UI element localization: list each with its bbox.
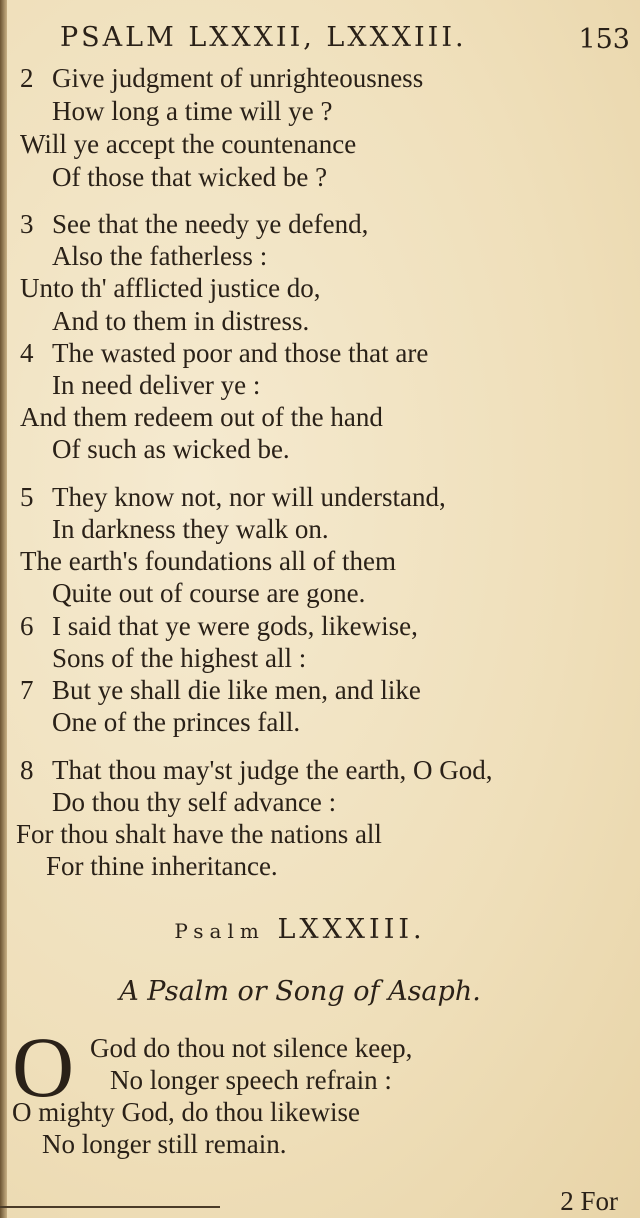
verse-line: Of such as wicked be. xyxy=(52,434,290,464)
verse-line: In darkness they walk on. xyxy=(52,514,329,544)
verse-line: How long a time will ye ? xyxy=(52,96,333,126)
catchword: 2 For xyxy=(560,1186,618,1216)
bottom-rule xyxy=(0,1206,220,1208)
running-title: PSALM LXXXII, LXXXIII. xyxy=(60,22,467,53)
verse-line: But ye shall die like men, and like xyxy=(52,675,421,705)
page-number: 153 xyxy=(578,24,630,55)
psalm-heading xyxy=(0,914,600,945)
verse-line: For thou shalt have the nations all xyxy=(16,819,382,849)
verse-line: I said that ye were gods, likewise, xyxy=(52,611,418,641)
verse-number: 5 xyxy=(20,482,34,512)
verse-line: See that the needy ye defend, xyxy=(52,209,369,239)
verse-line: No longer still remain. xyxy=(42,1129,287,1159)
verse-number: 4 xyxy=(20,338,34,368)
verse-line: And them redeem out of the hand xyxy=(20,402,383,432)
verse-number: 6 xyxy=(20,611,34,641)
verse-line: And to them in distress. xyxy=(52,306,310,336)
verse-line: Of those that wicked be ? xyxy=(52,162,328,192)
page-gutter xyxy=(0,0,7,1218)
psalm-subtitle: A Psalm or Song of Asaph. xyxy=(119,976,481,1007)
verse-line: O mighty God, do thou likewise xyxy=(12,1097,360,1127)
verse-line: Sons of the highest all : xyxy=(52,643,307,673)
drop-cap: O xyxy=(12,1019,75,1115)
verse-line: Will ye accept the countenance xyxy=(20,129,357,159)
verse-number: 8 xyxy=(20,755,34,785)
page-header xyxy=(60,22,630,58)
verse-line: God do thou not silence keep, xyxy=(90,1033,413,1063)
verse-number: 3 xyxy=(20,209,34,239)
verse-number: 7 xyxy=(20,675,34,705)
verse-line: That thou may'st judge the earth, O God, xyxy=(52,755,493,785)
verse-line: No longer speech refrain : xyxy=(110,1065,392,1095)
verse-line: The wasted poor and those that are xyxy=(52,338,429,368)
verse-line: Give judgment of unrighteousness xyxy=(52,63,424,93)
psalm-heading-number: LXXXIII. xyxy=(277,914,426,945)
psalm-heading-prefix: Psalm xyxy=(174,919,265,943)
verse-line: In need deliver ye : xyxy=(52,370,261,400)
verse-line: Also the fatherless : xyxy=(52,241,268,271)
verse-line: They know not, nor will understand, xyxy=(52,482,446,512)
verse-line: The earth's foundations all of them xyxy=(20,546,397,576)
verse-line: Unto th' afflicted justice do, xyxy=(20,273,321,303)
verse-line: For thine inheritance. xyxy=(46,851,278,881)
verse-line: Quite out of course are gone. xyxy=(52,578,366,608)
verse-number: 2 xyxy=(20,63,34,93)
verse-line: Do thou thy self advance : xyxy=(52,787,337,817)
verse-line: One of the princes fall. xyxy=(52,707,301,737)
